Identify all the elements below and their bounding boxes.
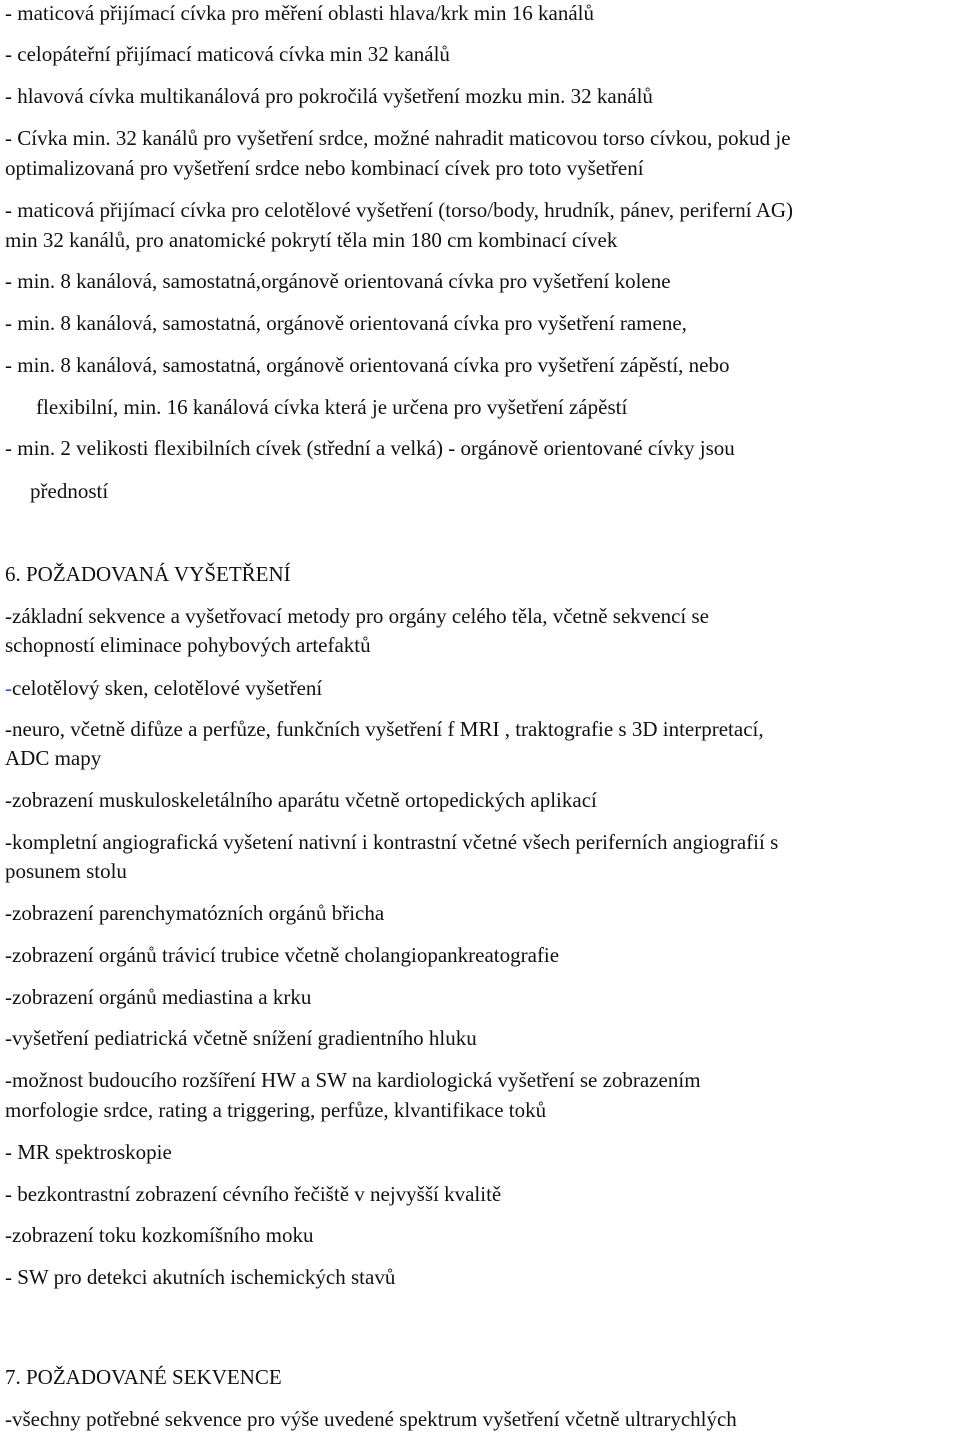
exam-item-mediastinum: -zobrazení orgánů mediastina a krku xyxy=(5,985,312,1009)
coil-item-wrist-line1: - min. 8 kanálová, samostatná, orgánově orientovaná cívka pro vyšetření zápěstí, nebo xyxy=(5,353,730,377)
coil-item-cardiac-line1: - Cívka min. 32 kanálů pro vyšetření srdce, možné nahradit maticovou torso cívkou, pokud je xyxy=(5,126,791,150)
exam-item-cardio-line2: morfologie srdce, rating a triggering, perfůze, klvantifikace toků xyxy=(5,1098,547,1122)
section-6-heading: 6. POŽADOVANÁ VYŠETŘENÍ xyxy=(5,562,291,586)
exam-item-angiography-line2: posunem stolu xyxy=(5,859,127,883)
coil-item-wrist-line2: flexibilní, min. 16 kanálová cívka která je určena pro vyšetření zápěstí xyxy=(36,395,628,419)
coil-item-flex-line1: - min. 2 velikosti flexibilních cívek (střední a velká) - orgánově orientované cívky jsou xyxy=(5,436,735,460)
coil-item-cardiac-line2: optimalizovaná pro vyšetření srdce nebo kombinací cívek pro toto vyšetření xyxy=(5,156,644,180)
exam-item-noncontrast: - bezkontrastní zobrazení cévního řečiště v nejvyšší kvalitě xyxy=(5,1182,502,1206)
coil-item-shoulder: - min. 8 kanálová, samostatná, orgánově orientovaná cívka pro vyšetření ramene, xyxy=(5,311,687,335)
exam-item-abdomen: -zobrazení parenchymatózních orgánů břicha xyxy=(5,901,385,925)
section-7-heading: 7. POŽADOVANÉ SEKVENCE xyxy=(5,1365,282,1389)
exam-item-musculoskeletal: -zobrazení muskuloskeletálního aparátu včetně ortopedických aplikací xyxy=(5,788,597,812)
exam-item-basic-line2: schopností eliminace pohybových artefaktů xyxy=(5,633,371,657)
coil-item-knee: - min. 8 kanálová, samostatná,orgánově orientovaná cívka pro vyšetření kolene xyxy=(5,269,671,293)
exam-item-basic-line1: -základní sekvence a vyšetřovací metody pro orgány celého těla, včetně sekvencí se xyxy=(5,604,709,628)
exam-item-neuro-line2: ADC mapy xyxy=(5,746,102,770)
exam-item-neuro-line1: -neuro, včetně difůze a perfůze, funkčních vyšetření f MRI , traktografie s 3D interpretací, xyxy=(5,717,764,741)
blue-dash: - xyxy=(5,676,12,700)
exam-item-wholebody-text: celotělový sken, celotělové vyšetření xyxy=(12,676,323,700)
exam-item-spectroscopy: - MR spektroskopie xyxy=(5,1140,172,1164)
coil-item-body-line2: min 32 kanálů, pro anatomické pokrytí těla min 180 cm kombinací cívek xyxy=(5,228,618,252)
coil-item-head: - hlavová cívka multikanálová pro pokročilá vyšetření mozku min. 32 kanálů xyxy=(5,84,653,108)
exam-item-cardio-line1: -možnost budoucího rozšíření HW a SW na kardiologická vyšetření se zobrazením xyxy=(5,1068,701,1092)
exam-item-pediatric: -vyšetření pediatrická včetně snížení gradientního hluku xyxy=(5,1026,477,1050)
exam-item-digestive: -zobrazení orgánů trávicí trubice včetně cholangiopankreatografie xyxy=(5,943,560,967)
exam-item-csf-flow: -zobrazení toku kozkomíšního moku xyxy=(5,1223,314,1247)
coil-item-body-line1: - maticová přijímací cívka pro celotělové vyšetření (torso/body, hrudník, pánev, periferní AG) xyxy=(5,198,794,222)
coil-item-spine: - celopáteřní přijímací maticová cívka min 32 kanálů xyxy=(5,42,450,66)
coil-item-flex-line2: předností xyxy=(30,479,109,503)
coil-item-head-neck: - maticová přijímací cívka pro měření oblasti hlava/krk min 16 kanálů xyxy=(5,1,594,25)
sequence-item-all: -všechny potřebné sekvence pro výše uvedené spektrum vyšetření včetně ultrarychlých xyxy=(5,1407,737,1431)
exam-item-angiography-line1: -kompletní angiografická vyšetení nativní i kontrastní včetné všech periferních angiografií s xyxy=(5,830,779,854)
exam-item-wholebody xyxy=(5,675,322,701)
exam-item-ischemic: - SW pro detekci akutních ischemických stavů xyxy=(5,1265,396,1289)
